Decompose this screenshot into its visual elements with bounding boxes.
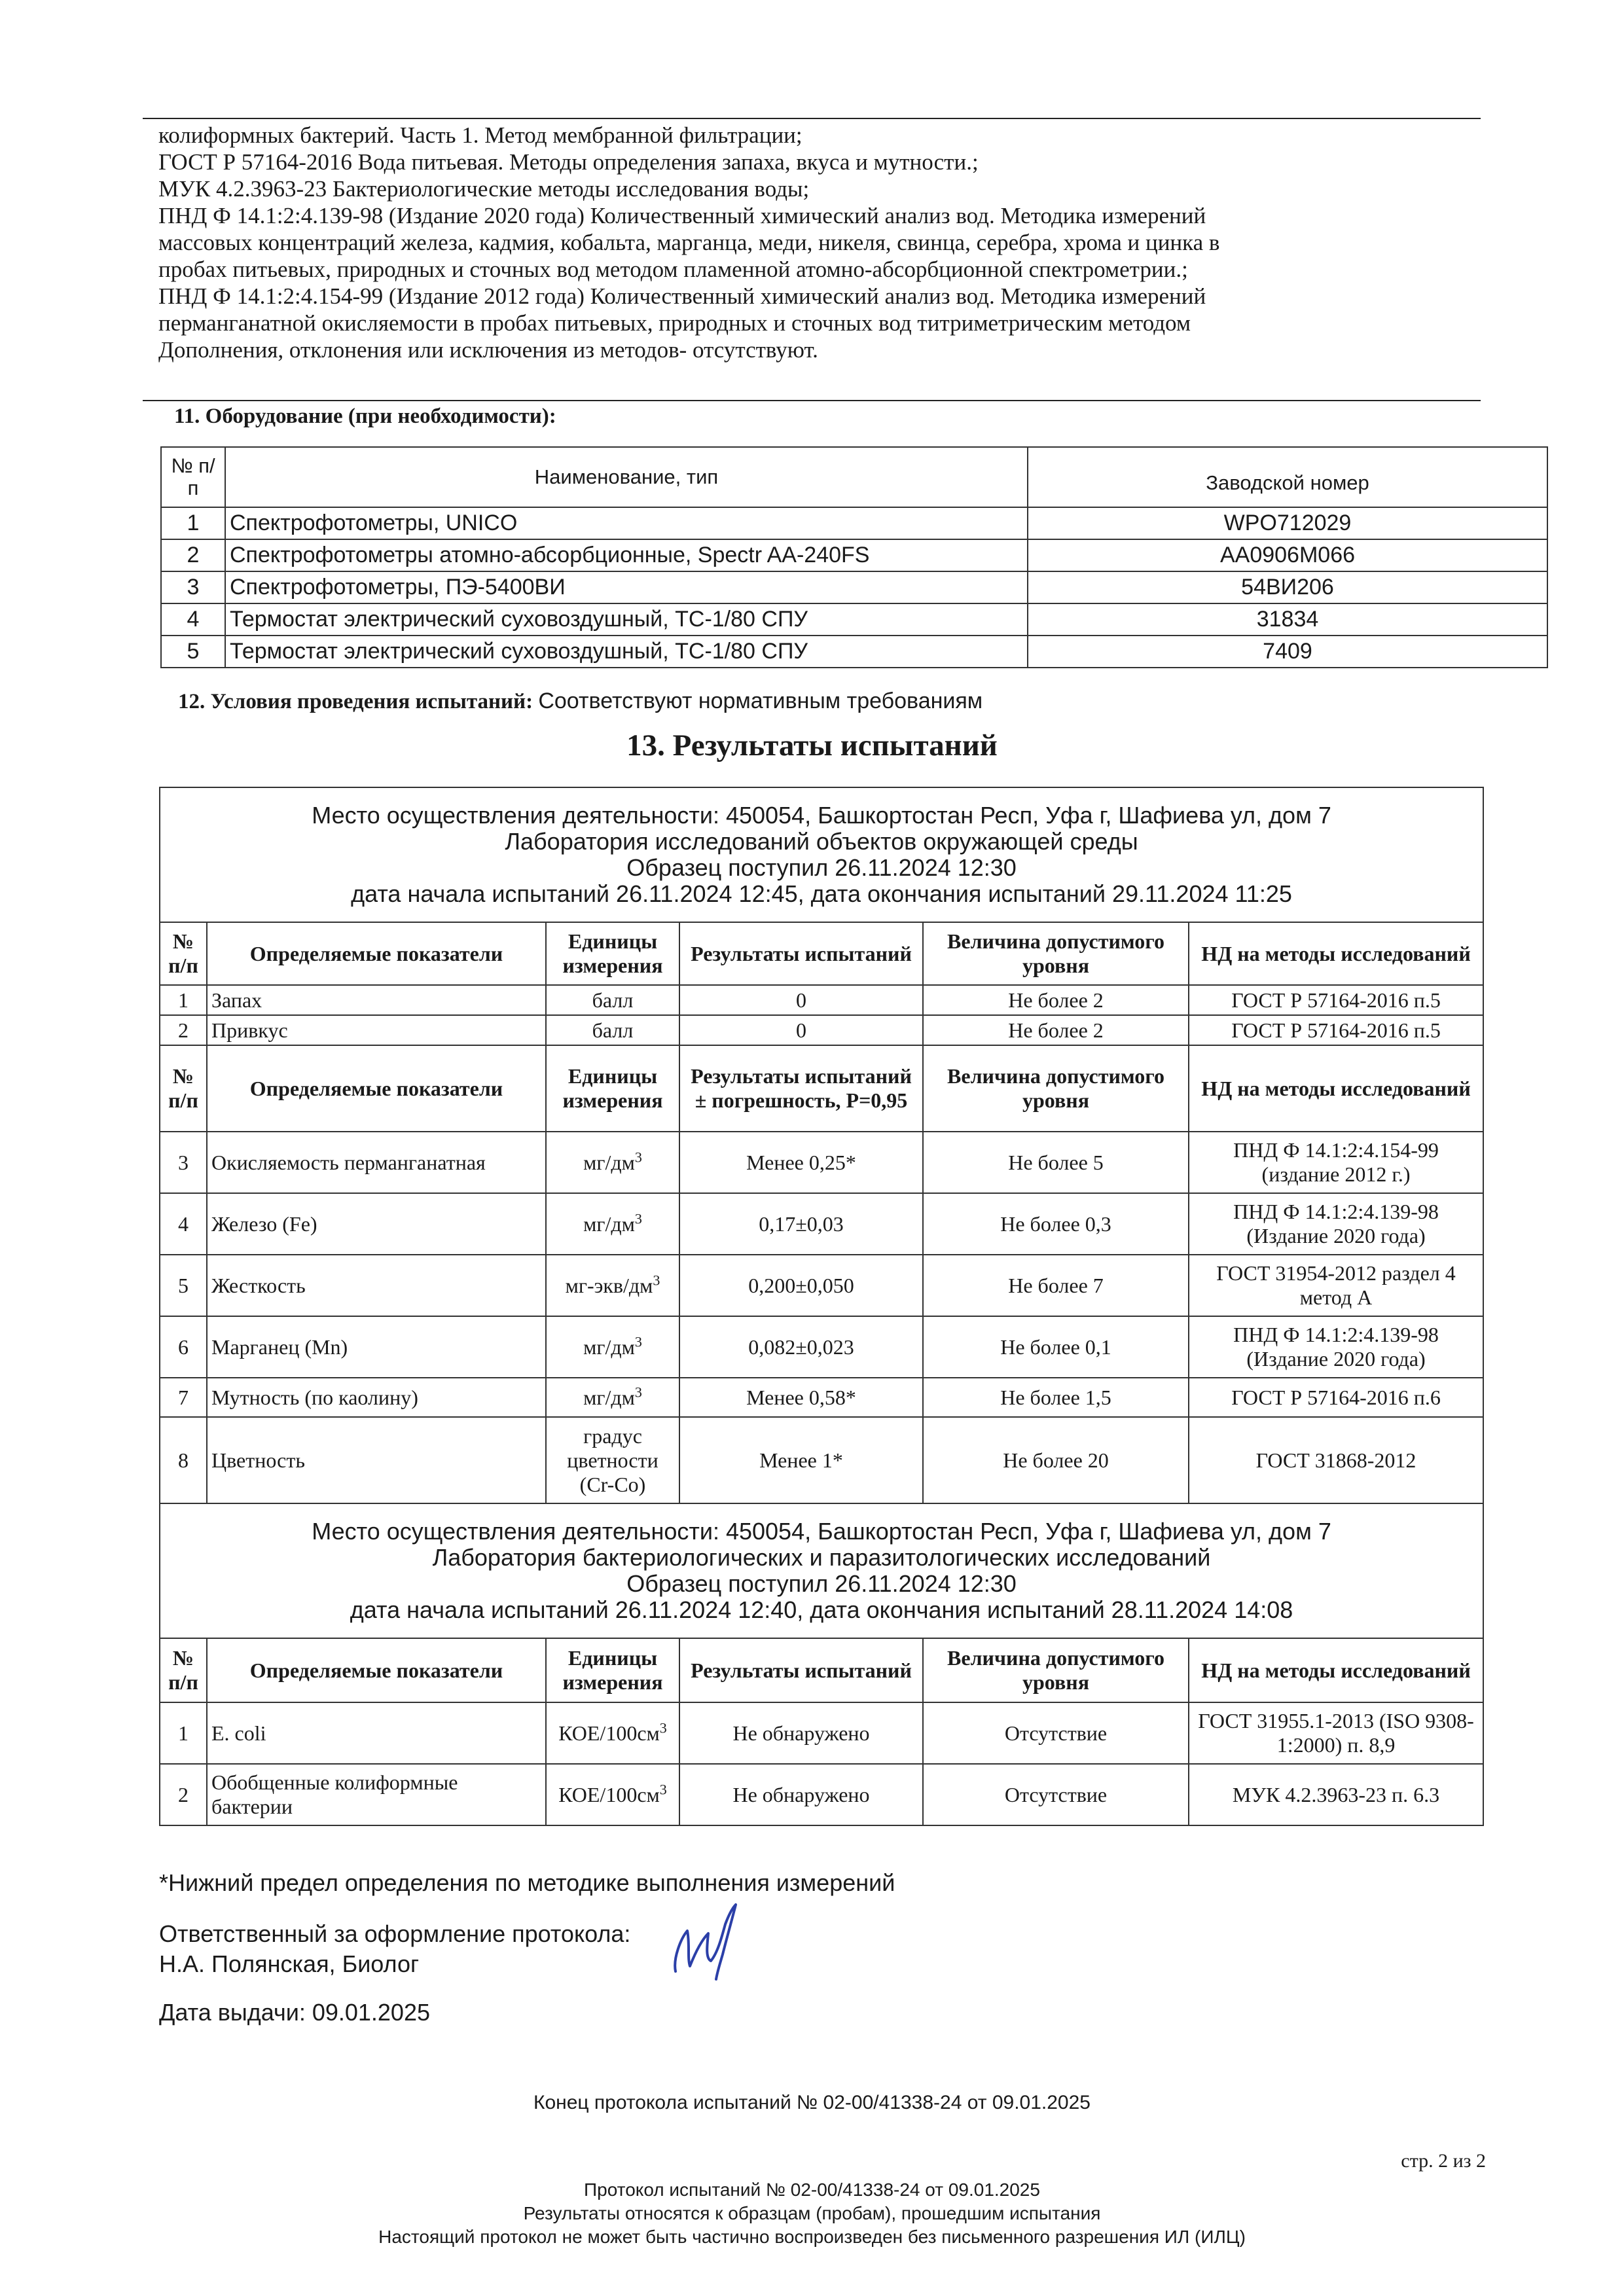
unit-sup: 3 (659, 1780, 667, 1797)
equipment-name: Спектрофотометры, UNICO (225, 507, 1028, 539)
section-12-value: Соответствуют нормативным требованиям (538, 689, 983, 713)
header-indicator: Определяемые показатели (207, 922, 546, 985)
result-value: 0,082±0,023 (679, 1316, 923, 1378)
block1-header2-row (160, 1045, 1483, 1132)
equipment-serial: 7409 (1028, 636, 1547, 668)
result-unit (546, 1193, 679, 1255)
unit-text: КОЕ/100см (558, 1721, 660, 1745)
header-num: № п/п (160, 922, 207, 985)
unit-text: мг/дм (583, 1211, 635, 1236)
block2-info-row (160, 1503, 1483, 1638)
result-unit (546, 1702, 679, 1764)
equipment-serial: 31834 (1028, 603, 1547, 636)
block2-lab: Лаборатория бактериологических и паразитологических исследований (432, 1544, 1211, 1571)
result-num: 1 (160, 985, 207, 1015)
result-value: 0,200±0,050 (679, 1255, 923, 1316)
footer-protocol: Протокол испытаний № 02-00/41338-24 от 09.01.2025 (584, 2179, 1040, 2200)
equipment-header-row (161, 447, 1547, 507)
result-num: 5 (160, 1255, 207, 1316)
result-unit (546, 1132, 679, 1193)
result-indicator: Запах (207, 985, 546, 1015)
result-limit: Не более 0,3 (923, 1193, 1189, 1255)
result-value: Менее 0,58* (679, 1378, 923, 1417)
result-value: 0,17±0,03 (679, 1193, 923, 1255)
methods-line: колиформных бактерий. Часть 1. Метод мембранной фильтрации; (158, 122, 803, 148)
result-row (160, 1417, 1483, 1503)
equipment-num: 5 (161, 636, 225, 668)
result-row (160, 1378, 1483, 1417)
result-num: 6 (160, 1316, 207, 1378)
unit-sup: 3 (634, 1383, 642, 1400)
equipment-name: Спектрофотометры, ПЭ-5400ВИ (225, 571, 1028, 603)
methods-line: Дополнения, отклонения или исключения из методов- отсутствуют. (158, 337, 818, 363)
methods-line: МУК 4.2.3963-23 Бактериологические методы исследования воды; (158, 176, 810, 202)
result-indicator: Жесткость (207, 1255, 546, 1316)
result-indicator: Цветность (207, 1417, 546, 1503)
result-nd: ГОСТ 31954-2012 раздел 4 метод А (1189, 1255, 1483, 1316)
block1-lab: Лаборатория исследований объектов окружающей среды (505, 828, 1138, 855)
block2-place: Место осуществления деятельности: 450054, Башкортостан Респ, Уфа г, Шафиева ул, дом 7 (312, 1518, 1331, 1545)
equipment-num: 4 (161, 603, 225, 636)
methods-list (158, 122, 1500, 363)
result-row (160, 1132, 1483, 1193)
signature-icon (661, 1898, 753, 1990)
header-result: Результаты испытаний (679, 1638, 923, 1702)
block1-info-row (160, 787, 1483, 922)
top-rule (143, 118, 1481, 119)
methods-line: пробах питьевых, природных и сточных вод методом пламенной атомно-абсорбционной спектрометрии.; (158, 257, 1188, 282)
result-value: 0 (679, 1015, 923, 1045)
header-result: Результаты испытаний ± погрешность, P=0,95 (679, 1045, 923, 1132)
methods-line: ГОСТ Р 57164-2016 Вода питьевая. Методы определения запаха, вкуса и мутности.; (158, 149, 979, 175)
unit-sup: 3 (634, 1333, 642, 1350)
header-nd: НД на методы исследований (1189, 1045, 1483, 1132)
unit-text: мг-экв/дм (565, 1273, 653, 1297)
result-nd: ПНД Ф 14.1:2:4.139-98 (Издание 2020 года) (1189, 1316, 1483, 1378)
result-nd: ГОСТ 31955.1-2013 (ISO 9308-1:2000) п. 8,9 (1189, 1702, 1483, 1764)
block2-received: Образец поступил 26.11.2024 12:30 (626, 1570, 1017, 1597)
issue-date: Дата выдачи: 09.01.2025 (159, 1999, 430, 2026)
methods-line: ПНД Ф 14.1:2:4.139-98 (Издание 2020 года) Количественный химический анализ вод. Методика измерений (158, 203, 1206, 228)
equipment-row (161, 539, 1547, 571)
result-unit (546, 1255, 679, 1316)
footer-reproduction-note: Настоящий протокол не может быть частично воспроизведен без письменного разрешения ИЛ (ИЛЦ) (378, 2227, 1246, 2247)
unit-text: мг/дм (583, 1335, 635, 1359)
result-nd: ГОСТ Р 57164-2016 п.6 (1189, 1378, 1483, 1417)
equipment-serial: 54ВИ206 (1028, 571, 1547, 603)
result-indicator: Марганец (Mn) (207, 1316, 546, 1378)
result-value: 0 (679, 985, 923, 1015)
header-nd: НД на методы исследований (1189, 1638, 1483, 1702)
result-row (160, 1255, 1483, 1316)
methods-line: массовых концентраций железа, кадмия, кобальта, марганца, меди, никеля, свинца, серебра, хрома и цинка в (158, 230, 1220, 255)
header-num: № п/п (160, 1045, 207, 1132)
result-value: Не обнаружено (679, 1764, 923, 1825)
section-13-title: 13. Результаты испытаний (626, 728, 998, 762)
result-row (160, 1764, 1483, 1825)
result-nd: ГОСТ Р 57164-2016 п.5 (1189, 985, 1483, 1015)
header-unit: Единицы измерения (546, 1638, 679, 1702)
result-limit: Не более 0,1 (923, 1316, 1189, 1378)
result-row (160, 1193, 1483, 1255)
unit-text: мг/дм (583, 1385, 635, 1409)
result-limit: Отсутствие (923, 1702, 1189, 1764)
equipment-name: Спектрофотометры атомно-абсорбционные, Spectr AA-240FS (225, 539, 1028, 571)
header-num: № п/п (160, 1638, 207, 1702)
result-indicator: Обобщенные колиформные бактерии (207, 1764, 546, 1825)
result-unit (546, 1764, 679, 1825)
unit-sup: 3 (653, 1271, 660, 1288)
equipment-serial: WPO712029 (1028, 507, 1547, 539)
result-num: 1 (160, 1702, 207, 1764)
header-nd: НД на методы исследований (1189, 922, 1483, 985)
result-limit: Не более 20 (923, 1417, 1189, 1503)
responsible-name: Н.А. Полянская, Биолог (159, 1950, 420, 1977)
result-num: 7 (160, 1378, 207, 1417)
page-number: стр. 2 из 2 (1401, 2150, 1486, 2172)
header-limit: Величина допустимого уровня (923, 1045, 1189, 1132)
header-limit: Величина допустимого уровня (923, 922, 1189, 985)
header-indicator: Определяемые показатели (207, 1045, 546, 1132)
result-indicator: E. coli (207, 1702, 546, 1764)
footnote: *Нижний предел определения по методике выполнения измерений (159, 1869, 895, 1896)
header-result: Результаты испытаний (679, 922, 923, 985)
unit-sup: 3 (659, 1719, 667, 1736)
responsible-label: Ответственный за оформление протокола: (159, 1920, 631, 1947)
header-unit: Единицы измерения (546, 1045, 679, 1132)
result-limit: Не более 7 (923, 1255, 1189, 1316)
result-row (160, 1702, 1483, 1764)
intro-bottom-rule (143, 400, 1481, 401)
section-12 (178, 689, 983, 714)
result-unit (546, 1378, 679, 1417)
col-header-name: Наименование, тип (225, 447, 1028, 507)
col-header-serial: Заводской номер (1028, 447, 1547, 507)
header-unit: Единицы измерения (546, 922, 679, 985)
result-nd: ПНД Ф 14.1:2:4.154-99 (издание 2012 г.) (1189, 1132, 1483, 1193)
block1-dates: дата начала испытаний 26.11.2024 12:45, дата окончания испытаний 29.11.2024 11:25 (351, 880, 1292, 907)
result-indicator: Железо (Fe) (207, 1193, 546, 1255)
section-11-title: 11. Оборудование (при необходимости): (174, 404, 556, 428)
header-limit: Величина допустимого уровня (923, 1638, 1189, 1702)
equipment-num: 1 (161, 507, 225, 539)
result-limit: Не более 1,5 (923, 1378, 1189, 1417)
result-value: Менее 0,25* (679, 1132, 923, 1193)
unit-text: КОЕ/100см (558, 1782, 660, 1806)
end-of-protocol: Конец протокола испытаний № 02-00/41338-24 от 09.01.2025 (533, 2092, 1091, 2113)
result-limit: Не более 5 (923, 1132, 1189, 1193)
result-unit: градус цветности (Cr-Co) (546, 1417, 679, 1503)
methods-line: ПНД Ф 14.1:2:4.154-99 (Издание 2012 года) Количественный химический анализ вод. Методика измерений (158, 283, 1206, 309)
result-row (160, 1015, 1483, 1045)
equipment-row (161, 507, 1547, 539)
block1-place: Место осуществления деятельности: 450054, Башкортостан Респ, Уфа г, Шафиева ул, дом 7 (312, 802, 1331, 829)
result-nd: МУК 4.2.3963-23 п. 6.3 (1189, 1764, 1483, 1825)
result-num: 3 (160, 1132, 207, 1193)
result-value: Не обнаружено (679, 1702, 923, 1764)
equipment-row (161, 636, 1547, 668)
result-num: 2 (160, 1015, 207, 1045)
unit-sup: 3 (634, 1148, 642, 1165)
result-unit: балл (546, 985, 679, 1015)
unit-sup: 3 (634, 1210, 642, 1227)
header-indicator: Определяемые показатели (207, 1638, 546, 1702)
equipment-row (161, 571, 1547, 603)
result-nd: ГОСТ 31868-2012 (1189, 1417, 1483, 1503)
result-unit: балл (546, 1015, 679, 1045)
result-unit (546, 1316, 679, 1378)
result-limit: Не более 2 (923, 1015, 1189, 1045)
result-row (160, 985, 1483, 1015)
result-limit: Не более 2 (923, 985, 1189, 1015)
equipment-serial: AA0906M066 (1028, 539, 1547, 571)
block1-received: Образец поступил 26.11.2024 12:30 (626, 854, 1017, 881)
equipment-row (161, 603, 1547, 636)
equipment-name: Термостат электрический суховоздушный, ТС-1/80 СПУ (225, 603, 1028, 636)
equipment-num: 3 (161, 571, 225, 603)
col-header-num: № п/п (161, 447, 225, 507)
block1-header-row (160, 922, 1483, 985)
unit-text: мг/дм (583, 1150, 635, 1174)
equipment-table (160, 446, 1548, 668)
result-nd: ГОСТ Р 57164-2016 п.5 (1189, 1015, 1483, 1045)
block2-header-row (160, 1638, 1483, 1702)
block2-dates: дата начала испытаний 26.11.2024 12:40, дата окончания испытаний 28.11.2024 14:08 (350, 1596, 1293, 1623)
methods-line: перманганатной окисляемости в пробах питьевых, природных и сточных вод титриметрическим методом (158, 310, 1191, 336)
footer-results-note: Результаты относятся к образцам (пробам), прошедшим испытания (523, 2203, 1101, 2223)
result-num: 8 (160, 1417, 207, 1503)
result-num: 2 (160, 1764, 207, 1825)
result-nd: ПНД Ф 14.1:2:4.139-98 (Издание 2020 года) (1189, 1193, 1483, 1255)
result-indicator: Окисляемость перманганатная (207, 1132, 546, 1193)
equipment-name: Термостат электрический суховоздушный, ТС-1/80 СПУ (225, 636, 1028, 668)
result-row (160, 1316, 1483, 1378)
section-12-label: 12. Условия проведения испытаний: (178, 690, 533, 713)
result-value: Менее 1* (679, 1417, 923, 1503)
results-table (159, 787, 1484, 1826)
result-indicator: Мутность (по каолину) (207, 1378, 546, 1417)
result-indicator: Привкус (207, 1015, 546, 1045)
result-limit: Отсутствие (923, 1764, 1189, 1825)
result-num: 4 (160, 1193, 207, 1255)
equipment-num: 2 (161, 539, 225, 571)
